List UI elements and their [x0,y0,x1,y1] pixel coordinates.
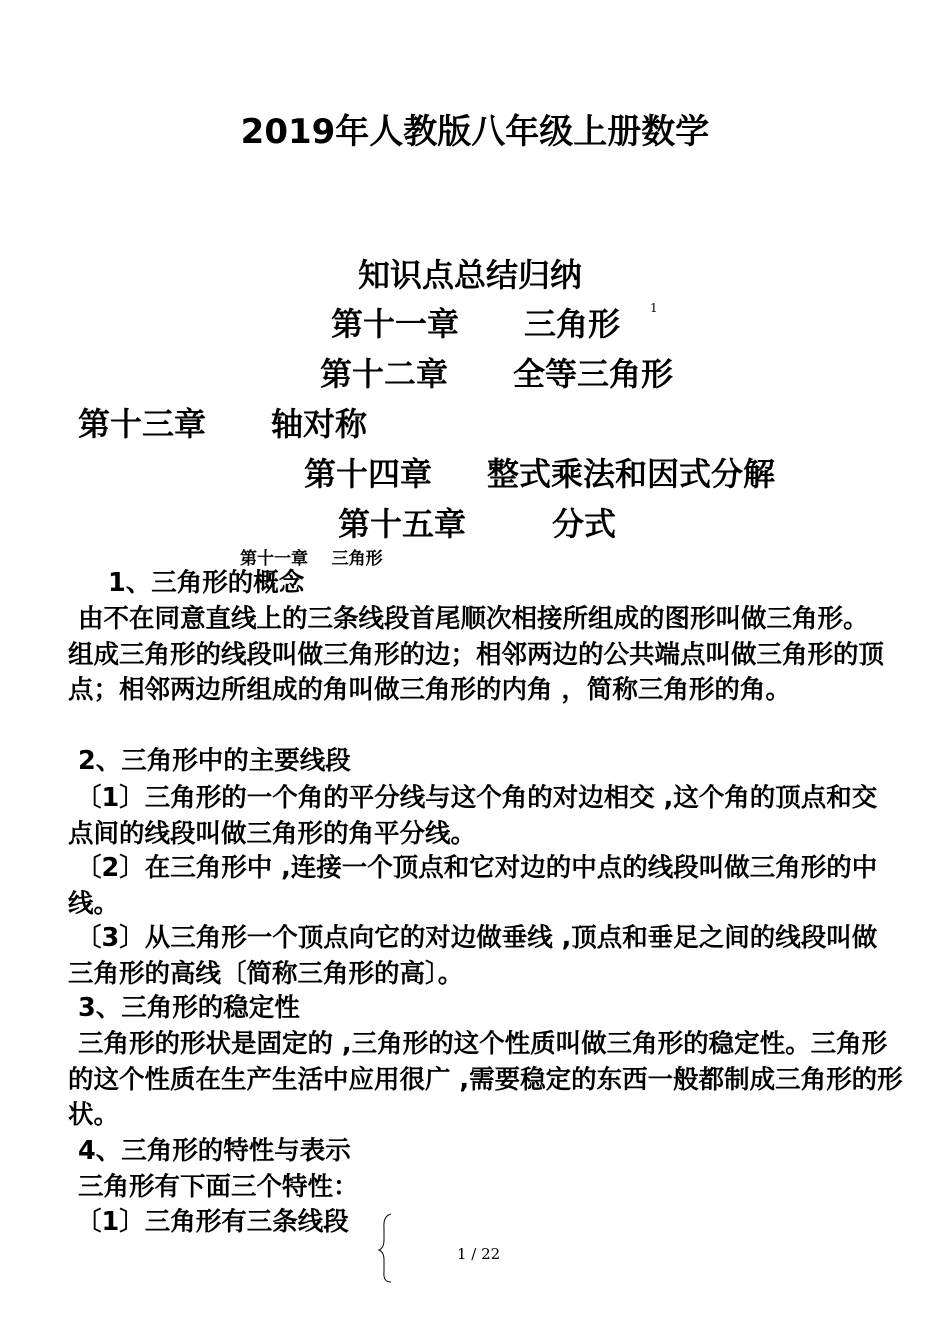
section-3-heading: 3、三角形的稳定性 [78,993,300,1023]
section-3-text: 三角形的形状是固定的 ,三角形的这个性质叫做三角形的稳定性。三角形的这个性质在生产生活中应用很广 ,需要稳定的东西一般都制成三角形的形状。 [68,1029,903,1130]
document-subtitle: 知识点总结归纳 [358,256,583,294]
section-2-item-1: 〔1〕三角形的一个角的平分线与这个角的对边相交 ,这个角的顶点和交点间的线段叫做三角形的角平分线。 [68,783,878,849]
brace-decoration [378,1212,398,1284]
section-1-text: 由不在同意直线上的三条线段首尾顺次相接所组成的图形叫做三角形。组成三角形的线段叫做三角形的边；相邻两边的公共端点叫做三角形的顶点；相邻两边所组成的角叫做三角形的内角 ，简称三角形的角。 [68,604,885,705]
chapter-15-number: 第十五章 [338,505,467,543]
section-2-item-2: 〔2〕在三角形中 ,连接一个顶点和它对边的中点的线段叫做三角形的中线。 [68,853,878,919]
chapter-11-number: 第十一章 [331,305,460,343]
chapter-12-name: 全等三角形 [513,355,674,393]
chapter-14-name: 整式乘法和因式分解 [487,455,776,493]
chapter-11-name: 三角形 [524,305,621,343]
chapter-13-number: 第十三章 [78,405,207,443]
chapter-12-number: 第十二章 [320,355,449,393]
document-title: 2019年人教版八年级上册数学 [240,112,710,152]
chapter-14-number: 第十四章 [304,455,433,493]
footnote-marker: 1 [650,301,658,315]
chapter-15-name: 分式 [552,505,617,543]
section-2-heading: 2、三角形中的主要线段 [78,746,351,776]
section-4-text: 三角形有下面三个特性： [78,1172,359,1202]
section-4-heading: 4、三角形的特性与表示 [78,1136,351,1166]
chapter-13-name: 轴对称 [271,405,368,443]
section-4-item-1: 〔1〕三角形有三条线段 [76,1207,349,1237]
page-indicator: 1 / 22 [457,1245,501,1263]
section-running-head: 第十一章 三角形 [240,549,383,569]
section-1-heading: 1、三角形的概念 [108,568,305,598]
section-2-item-3: 〔3〕从三角形一个顶点向它的对边做垂线 ,顶点和垂足之间的线段叫做三角形的高线〔简称三角形的高〕。 [68,923,878,989]
